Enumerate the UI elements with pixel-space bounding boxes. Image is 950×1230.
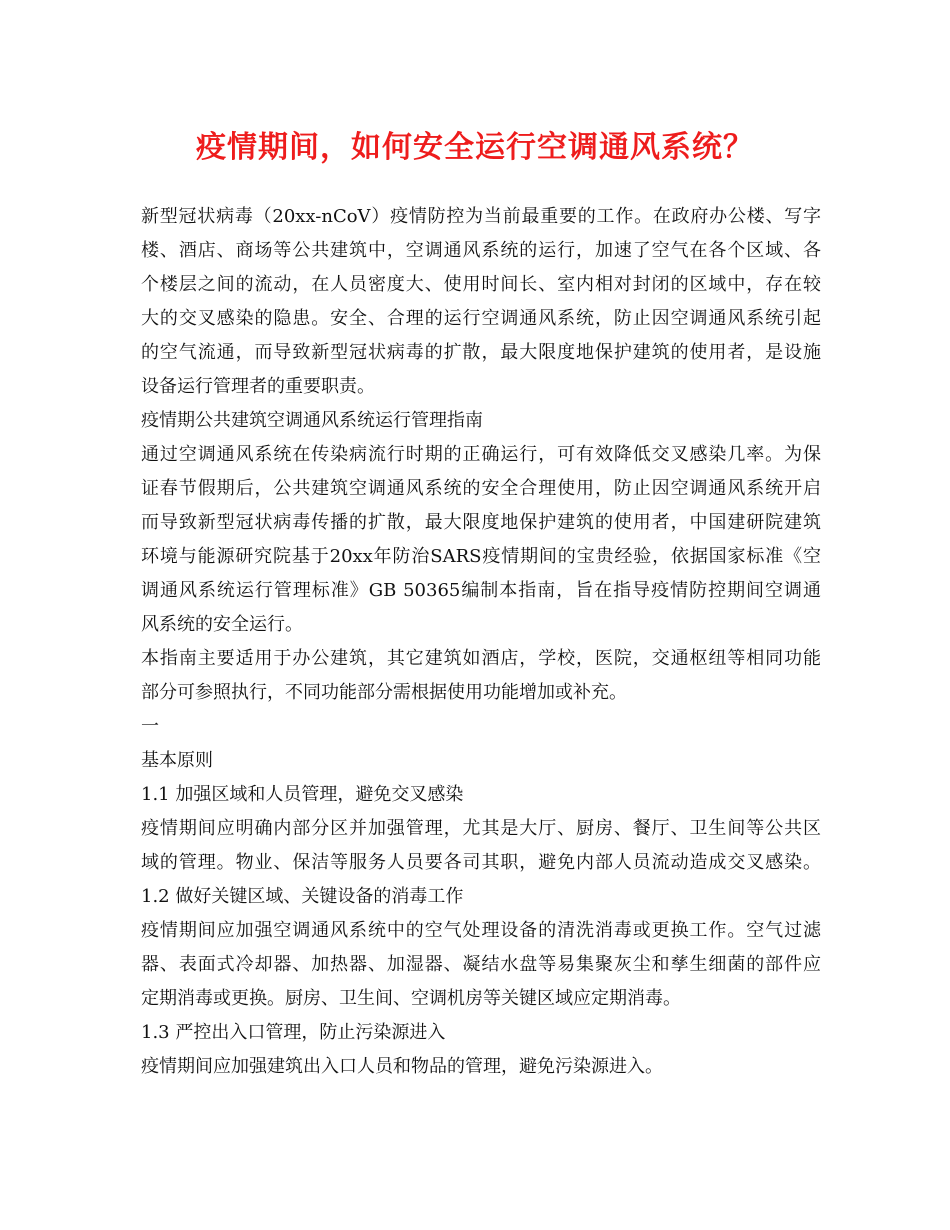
text-line: 的空气流通，而导致新型冠状病毒的扩散，最大限度地保护建筑的使用者，是设施 — [141, 342, 821, 363]
text-line: 环境与能源研究院基于20xx年防治SARS疫情期间的宝贵经验，依据国家标准《空 — [141, 546, 821, 567]
text-line: 通过空调通风系统在传染病流行时期的正确运行，可有效降低交叉感染几率。为保 — [141, 444, 821, 465]
text-line: 个楼层之间的流动，在人员密度大、使用时间长、室内相对封闭的区域中，存在较 — [141, 274, 821, 295]
text-line: 器、表面式冷却器、加热器、加湿器、凝结水盘等易集聚灰尘和孳生细菌的部件应 — [141, 954, 821, 975]
text-line: 疫情期间应明确内部分区并加强管理，尤其是大厅、厨房、餐厅、卫生间等公共区 — [141, 818, 821, 839]
text-line: 风系统的安全运行。 — [141, 614, 303, 635]
text-line: 而导致新型冠状病毒传播的扩散，最大限度地保护建筑的使用者，中国建研院建筑 — [141, 512, 821, 533]
text-line: 1.1 加强区域和人员管理，避免交叉感染 — [141, 784, 464, 805]
text-line: 楼、酒店、商场等公共建筑中，空调通风系统的运行，加速了空气在各个区域、各 — [141, 240, 821, 261]
text-line: 定期消毒或更换。厨房、卫生间、空调机房等关键区域应定期消毒。 — [141, 988, 681, 1009]
text-line: 疫情期公共建筑空调通风系统运行管理指南 — [141, 410, 483, 431]
text-line: 调通风系统运行管理标准》GB 50365编制本指南，旨在指导疫情防控期间空调通 — [141, 580, 821, 601]
text-line: 证春节假期后，公共建筑空调通风系统的安全合理使用，防止因空调通风系统开启 — [141, 478, 821, 499]
text-line: 大的交叉感染的隐患。安全、合理的运行空调通风系统，防止因空调通风系统引起 — [141, 308, 821, 329]
text-line: 新型冠状病毒（20xx-nCoV）疫情防控为当前最重要的工作。在政府办公楼、写字 — [141, 206, 821, 227]
text-line: 一 — [141, 716, 159, 737]
text-line: 设备运行管理者的重要职责。 — [141, 376, 375, 397]
text-line: 本指南主要适用于办公建筑，其它建筑如酒店，学校，医院，交通枢纽等相同功能 — [141, 648, 821, 669]
text-line: 疫情期间应加强建筑出入口人员和物品的管理，避免污染源进入。 — [141, 1056, 663, 1077]
text-line: 基本原则 — [141, 750, 213, 771]
text-line: 1.2 做好关键区域、关键设备的消毒工作 — [141, 886, 464, 907]
text-line: 1.3 严控出入口管理，防止污染源进入 — [141, 1022, 446, 1043]
document-title: 疫情期间，如何安全运行空调通风系统？ — [196, 130, 754, 165]
text-line: 疫情期间应加强空调通风系统中的空气处理设备的清洗消毒或更换工作。空气过滤 — [141, 920, 821, 941]
document-body — [141, 200, 821, 1084]
text-line: 部分可参照执行，不同功能部分需根据使用功能增加或补充。 — [141, 682, 627, 703]
text-line: 域的管理。物业、保洁等服务人员要各司其职，避免内部人员流动造成交叉感染。 — [141, 852, 821, 873]
